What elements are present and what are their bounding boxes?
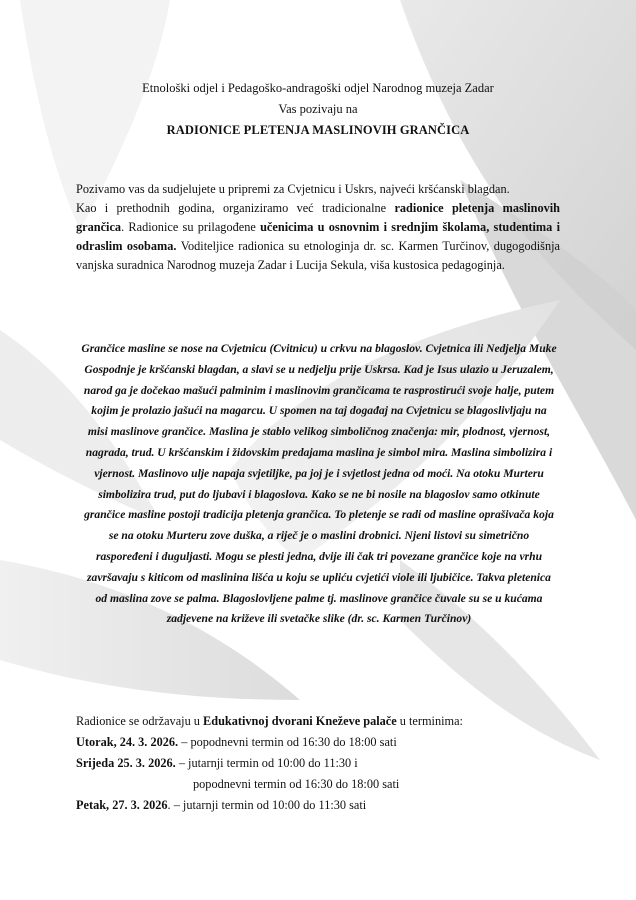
schedule-intro-text: u terminima: <box>396 714 463 728</box>
schedule-intro <box>76 711 560 732</box>
intro-text: . Radionice su prilagođene <box>121 220 261 234</box>
schedule-section <box>76 711 560 816</box>
venue-name: Edukativnoj dvorani Kneževe palače <box>203 714 397 728</box>
document-title: RADIONICE PLETENJA MASLINOVIH GRANČICA <box>166 123 470 137</box>
schedule-time: . – jutarnji termin od 10:00 do 11:30 sati <box>167 798 367 812</box>
invite-line: Vas pozivaju na <box>278 102 358 116</box>
header <box>0 78 636 141</box>
schedule-row-tuesday <box>76 732 560 753</box>
schedule-row-wednesday <box>76 753 560 774</box>
schedule-row-friday <box>76 795 560 816</box>
schedule-time: – jutarnji termin od 10:00 do 11:30 i <box>175 756 358 770</box>
schedule-intro-text: Radionice se održavaju u <box>76 714 204 728</box>
quote-paragraph: Grančice masline se nose na Cvjetnicu (Cvitnicu) u crkvu na blagoslov. Cvjetnica ili Nedjelja Muke Gospodnje je kršćanski blagdan, a slavi se u nedjelju prije Uskrsa. Kad je Isus ulazio u Jeruzalem, narod ga je dočekao mašući palminim i maslinovim grančicama te rasprostirući svoje halje, putem kojim je prolazio jašući na magarcu. U spomen na taj događaj na Cvjetnicu se blagoslivljaju na misi maslinove grančice. Maslina je stablo velikog simboličnog značenja: mir, plodnost, vjernost, nagrada, trud. U kršćanskim i židovskim predajama maslina je simbol mira. Maslina simbolizira i vjernost. Maslinovo ulje napaja svjetiljke, pa joj je i svjetlost jedna od moći. Na otoku Murteru simbolizira trud, put do ljubavi i blagoslova. Kako se ne bi nosile na blagoslov samo otkinute grančice masline postoji tradicija pletenja grančica. To pletenje se radi od masline oprašivača koja se na otoku Murteru zove duška, a riječ je o maslini drobnici. Njeni listovi su simetrično raspoređeni i duguljasti. Mogu se plesti jedna, dvije ili čak tri povezane grančice koje na vrhu završavaju s kiticom od maslinina lišća u koju se upliću cvjetići viole ili ljubičice. Takva pletenica od maslina zove se palma. Blagoslovljene palme tj. maslinove grančice čuvale su se u kućama zadjevene na križeve ili svetačke slike (dr. sc. Karmen Turčinov) <box>81 342 557 626</box>
intro-paragraph-1: Pozivamo vas da sudjelujete u pripremi za Cvjetnicu i Uskrs, najveći kršćanski blagdan. <box>76 182 510 196</box>
intro-section <box>76 180 560 275</box>
schedule-date: Srijeda 25. 3. 2026. <box>76 756 176 770</box>
schedule-time: – popodnevni termin od 16:30 do 18:00 sati <box>178 735 397 749</box>
schedule-date: Petak, 27. 3. 2026 <box>76 798 168 812</box>
target-audience: učenicima u osnovnim i srednjim školama, studentima i odraslim osobama. <box>76 220 561 253</box>
workshop-name: radionice pletenja maslinovih grančica <box>76 201 560 234</box>
organizer-line: Etnološki odjel i Pedagoško-andragoški odjel Narodnog muzeja Zadar <box>142 81 494 95</box>
intro-text: Voditeljice radionica su etnologinja dr. sc. Karmen Turčinov, dugogodišnja vanjska suradnica Narodnog muzeja Zadar i Lucija Sekula, viša kustosica pedagoginja. <box>76 239 560 272</box>
schedule-time: popodnevni termin od 16:30 do 18:00 sati <box>193 777 400 791</box>
intro-text: Kao i prethodnih godina, organiziramo već tradicionalne <box>76 201 395 215</box>
intro-paragraph-2 <box>76 199 560 275</box>
schedule-row-wednesday-afternoon <box>76 774 560 795</box>
schedule-date: Utorak, 24. 3. 2026. <box>76 735 179 749</box>
